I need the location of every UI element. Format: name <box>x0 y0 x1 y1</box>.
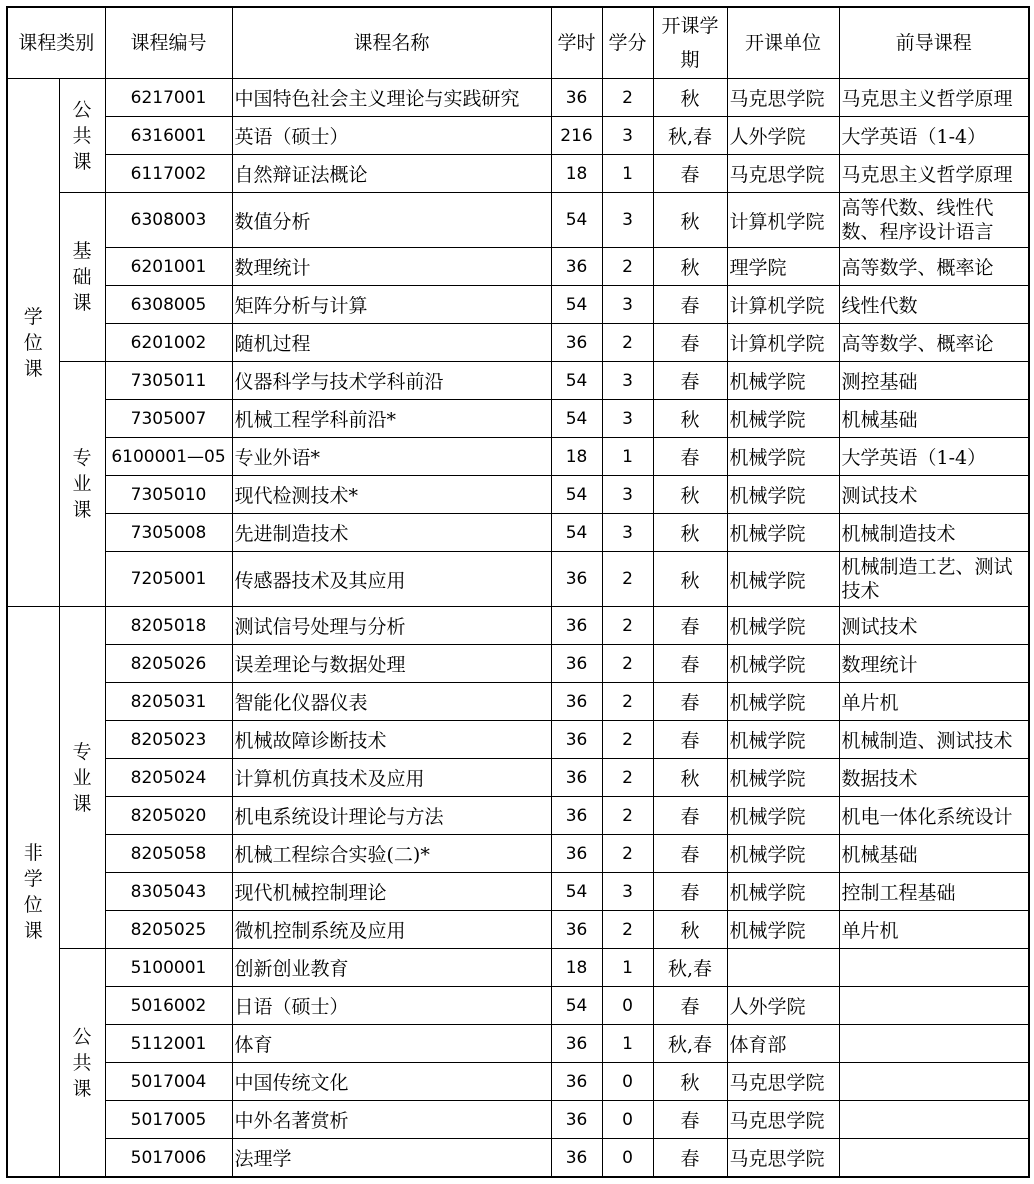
course-code: 6217001 <box>105 79 232 117</box>
course-code: 8205025 <box>105 911 232 949</box>
course-name: 现代机械控制理论 <box>232 873 551 911</box>
course-credits: 2 <box>602 835 653 873</box>
course-term: 秋 <box>653 514 727 552</box>
course-code: 8205020 <box>105 797 232 835</box>
category-group-nondegree <box>7 607 59 1178</box>
course-prereq <box>839 987 1029 1025</box>
course-credits: 2 <box>602 248 653 286</box>
table-row <box>7 438 1029 476</box>
course-name: 体育 <box>232 1025 551 1063</box>
course-name: 英语（硕士） <box>232 117 551 155</box>
course-code: 8205031 <box>105 683 232 721</box>
course-term: 秋 <box>653 759 727 797</box>
course-credits: 3 <box>602 514 653 552</box>
course-term: 秋 <box>653 79 727 117</box>
course-prereq: 测控基础 <box>839 362 1029 400</box>
course-term: 春 <box>653 286 727 324</box>
course-dept: 机械学院 <box>727 645 839 683</box>
course-term: 春 <box>653 1139 727 1178</box>
table-row <box>7 835 1029 873</box>
course-prereq: 机械基础 <box>839 835 1029 873</box>
course-credits: 2 <box>602 721 653 759</box>
course-hours: 54 <box>551 987 602 1025</box>
course-hours: 36 <box>551 324 602 362</box>
course-hours: 36 <box>551 79 602 117</box>
course-prereq <box>839 1139 1029 1178</box>
subcategory-label: 专业课 <box>72 447 92 521</box>
course-credits: 3 <box>602 193 653 248</box>
course-prereq: 测试技术 <box>839 607 1029 645</box>
course-dept: 机械学院 <box>727 759 839 797</box>
table-header <box>7 7 1029 79</box>
table-row <box>7 117 1029 155</box>
course-prereq <box>839 1025 1029 1063</box>
course-term: 秋 <box>653 400 727 438</box>
course-term: 秋 <box>653 552 727 607</box>
course-code: 6100001—05 <box>105 438 232 476</box>
course-hours: 36 <box>551 1063 602 1101</box>
table-row <box>7 286 1029 324</box>
course-credits: 1 <box>602 155 653 193</box>
course-code: 5100001 <box>105 949 232 987</box>
course-credits: 2 <box>602 79 653 117</box>
course-term: 春 <box>653 987 727 1025</box>
course-hours: 54 <box>551 286 602 324</box>
course-code: 6308003 <box>105 193 232 248</box>
course-dept: 机械学院 <box>727 514 839 552</box>
table-row <box>7 911 1029 949</box>
course-prereq <box>839 1063 1029 1101</box>
course-prereq: 单片机 <box>839 911 1029 949</box>
course-dept: 计算机学院 <box>727 286 839 324</box>
course-code: 8205023 <box>105 721 232 759</box>
course-hours: 36 <box>551 911 602 949</box>
course-credits: 2 <box>602 911 653 949</box>
course-credits: 3 <box>602 400 653 438</box>
course-hours: 36 <box>551 797 602 835</box>
course-prereq: 测试技术 <box>839 476 1029 514</box>
header-name: 课程名称 <box>232 7 551 79</box>
course-term: 秋 <box>653 248 727 286</box>
course-term: 春 <box>653 683 727 721</box>
course-term: 秋,春 <box>653 117 727 155</box>
course-dept: 马克思学院 <box>727 1101 839 1139</box>
course-dept: 机械学院 <box>727 400 839 438</box>
course-term: 春 <box>653 155 727 193</box>
subcategory-label: 专业课 <box>72 740 92 815</box>
table-row <box>7 155 1029 193</box>
course-credits: 3 <box>602 286 653 324</box>
course-dept: 马克思学院 <box>727 155 839 193</box>
course-name: 现代检测技术* <box>232 476 551 514</box>
course-code: 6316001 <box>105 117 232 155</box>
subcategory-group-public1 <box>59 79 105 193</box>
course-hours: 18 <box>551 949 602 987</box>
course-credits: 3 <box>602 476 653 514</box>
course-prereq <box>839 1101 1029 1139</box>
table-row <box>7 645 1029 683</box>
course-hours: 36 <box>551 1101 602 1139</box>
course-term: 秋 <box>653 1063 727 1101</box>
course-name: 专业外语* <box>232 438 551 476</box>
course-dept: 计算机学院 <box>727 193 839 248</box>
course-name: 先进制造技术 <box>232 514 551 552</box>
course-credits: 0 <box>602 987 653 1025</box>
table-row <box>7 1139 1029 1178</box>
table-body <box>7 79 1029 1178</box>
course-dept: 机械学院 <box>727 911 839 949</box>
course-term: 秋 <box>653 476 727 514</box>
course-code: 8205058 <box>105 835 232 873</box>
course-term: 秋,春 <box>653 1025 727 1063</box>
course-credits: 0 <box>602 1063 653 1101</box>
category-label: 非学位课 <box>23 841 43 942</box>
course-code: 8205018 <box>105 607 232 645</box>
course-credits: 0 <box>602 1139 653 1178</box>
course-name: 计算机仿真技术及应用 <box>232 759 551 797</box>
course-prereq: 控制工程基础 <box>839 873 1029 911</box>
subcategory-group-major1 <box>59 362 105 607</box>
course-term: 春 <box>653 873 727 911</box>
course-name: 测试信号处理与分析 <box>232 607 551 645</box>
course-dept: 理学院 <box>727 248 839 286</box>
course-prereq: 机电一体化系统设计 <box>839 797 1029 835</box>
course-credits: 1 <box>602 1025 653 1063</box>
course-credits: 1 <box>602 949 653 987</box>
course-hours: 36 <box>551 835 602 873</box>
course-dept: 机械学院 <box>727 476 839 514</box>
table-row <box>7 607 1029 645</box>
course-prereq: 单片机 <box>839 683 1029 721</box>
course-hours: 36 <box>551 552 602 607</box>
course-name: 机械工程综合实验(二)* <box>232 835 551 873</box>
course-dept: 马克思学院 <box>727 1139 839 1178</box>
table-row <box>7 759 1029 797</box>
course-credits: 1 <box>602 438 653 476</box>
course-dept: 机械学院 <box>727 607 839 645</box>
course-hours: 18 <box>551 438 602 476</box>
course-hours: 216 <box>551 117 602 155</box>
course-dept: 体育部 <box>727 1025 839 1063</box>
subcategory-label: 公共课 <box>72 98 92 173</box>
table-row <box>7 79 1029 117</box>
table-row <box>7 721 1029 759</box>
course-prereq: 数理统计 <box>839 645 1029 683</box>
subcategory-group-public2 <box>59 949 105 1178</box>
course-credits: 2 <box>602 797 653 835</box>
course-dept: 机械学院 <box>727 552 839 607</box>
course-name: 仪器科学与技术学科前沿 <box>232 362 551 400</box>
course-name: 矩阵分析与计算 <box>232 286 551 324</box>
course-code: 5017005 <box>105 1101 232 1139</box>
course-prereq: 马克思主义哲学原理 <box>839 155 1029 193</box>
course-name: 中国特色社会主义理论与实践研究 <box>232 79 551 117</box>
course-hours: 54 <box>551 514 602 552</box>
course-hours: 18 <box>551 155 602 193</box>
course-name: 微机控制系统及应用 <box>232 911 551 949</box>
course-code: 5016002 <box>105 987 232 1025</box>
course-credits: 2 <box>602 759 653 797</box>
course-prereq: 马克思主义哲学原理 <box>839 79 1029 117</box>
course-prereq: 高等数学、概率论 <box>839 248 1029 286</box>
course-prereq <box>839 949 1029 987</box>
course-dept: 机械学院 <box>727 721 839 759</box>
table-row <box>7 248 1029 286</box>
course-credits: 2 <box>602 645 653 683</box>
course-code: 5017006 <box>105 1139 232 1178</box>
course-table <box>6 6 1030 1178</box>
course-dept: 机械学院 <box>727 835 839 873</box>
course-term: 春 <box>653 721 727 759</box>
course-name: 机械故障诊断技术 <box>232 721 551 759</box>
course-dept: 机械学院 <box>727 797 839 835</box>
subcategory-label: 基础课 <box>72 240 92 314</box>
course-credits: 2 <box>602 683 653 721</box>
table-row <box>7 476 1029 514</box>
course-code: 6308005 <box>105 286 232 324</box>
header-dept: 开课单位 <box>727 7 839 79</box>
course-name: 传感器技术及其应用 <box>232 552 551 607</box>
course-code: 8305043 <box>105 873 232 911</box>
header-category: 课程类别 <box>7 7 105 79</box>
course-dept: 马克思学院 <box>727 79 839 117</box>
course-hours: 36 <box>551 683 602 721</box>
course-prereq: 线性代数 <box>839 286 1029 324</box>
course-code: 6117002 <box>105 155 232 193</box>
course-hours: 36 <box>551 1025 602 1063</box>
course-credits: 2 <box>602 552 653 607</box>
course-term: 春 <box>653 438 727 476</box>
course-name: 数值分析 <box>232 193 551 248</box>
table-row <box>7 683 1029 721</box>
course-prereq: 机械制造工艺、测试技术 <box>839 552 1029 607</box>
course-dept: 人外学院 <box>727 987 839 1025</box>
table-row <box>7 797 1029 835</box>
header-code: 课程编号 <box>105 7 232 79</box>
course-dept: 人外学院 <box>727 117 839 155</box>
course-code: 7305007 <box>105 400 232 438</box>
table-row <box>7 193 1029 248</box>
course-name: 随机过程 <box>232 324 551 362</box>
course-name: 自然辩证法概论 <box>232 155 551 193</box>
course-prereq: 机械制造技术 <box>839 514 1029 552</box>
course-name: 法理学 <box>232 1139 551 1178</box>
course-name: 数理统计 <box>232 248 551 286</box>
table-row <box>7 873 1029 911</box>
course-name: 误差理论与数据处理 <box>232 645 551 683</box>
course-credits: 0 <box>602 1101 653 1139</box>
course-code: 6201001 <box>105 248 232 286</box>
course-hours: 36 <box>551 248 602 286</box>
table-row <box>7 1025 1029 1063</box>
course-term: 秋 <box>653 911 727 949</box>
course-name: 日语（硕士） <box>232 987 551 1025</box>
course-hours: 36 <box>551 759 602 797</box>
subcategory-group-basic <box>59 193 105 362</box>
course-term: 秋,春 <box>653 949 727 987</box>
course-dept <box>727 949 839 987</box>
course-term: 春 <box>653 1101 727 1139</box>
course-name: 中国传统文化 <box>232 1063 551 1101</box>
course-prereq: 大学英语（1-4） <box>839 117 1029 155</box>
course-code: 7305008 <box>105 514 232 552</box>
course-credits: 2 <box>602 607 653 645</box>
course-term: 春 <box>653 324 727 362</box>
header-prereq: 前导课程 <box>839 7 1029 79</box>
course-credits: 2 <box>602 324 653 362</box>
course-hours: 54 <box>551 362 602 400</box>
table-row <box>7 1101 1029 1139</box>
course-term: 春 <box>653 835 727 873</box>
course-dept: 机械学院 <box>727 362 839 400</box>
course-name: 机电系统设计理论与方法 <box>232 797 551 835</box>
course-code: 8205026 <box>105 645 232 683</box>
course-prereq: 数据技术 <box>839 759 1029 797</box>
course-prereq: 高等代数、线性代数、程序设计语言 <box>839 193 1029 248</box>
category-label: 学位课 <box>23 305 43 380</box>
course-dept: 机械学院 <box>727 873 839 911</box>
course-name: 机械工程学科前沿* <box>232 400 551 438</box>
table-row <box>7 514 1029 552</box>
header-term: 开课学期 <box>653 7 727 79</box>
course-hours: 36 <box>551 645 602 683</box>
table-row <box>7 400 1029 438</box>
course-credits: 3 <box>602 873 653 911</box>
course-code: 7305010 <box>105 476 232 514</box>
header-hours: 学时 <box>551 7 602 79</box>
course-prereq: 高等数学、概率论 <box>839 324 1029 362</box>
table-row <box>7 987 1029 1025</box>
course-term: 春 <box>653 362 727 400</box>
subcategory-group-major2 <box>59 607 105 949</box>
course-prereq: 机械基础 <box>839 400 1029 438</box>
course-code: 7205001 <box>105 552 232 607</box>
course-hours: 54 <box>551 476 602 514</box>
course-dept: 机械学院 <box>727 438 839 476</box>
course-term: 春 <box>653 645 727 683</box>
course-dept: 机械学院 <box>727 683 839 721</box>
category-group-degree <box>7 79 59 607</box>
course-hours: 54 <box>551 400 602 438</box>
course-dept: 计算机学院 <box>727 324 839 362</box>
table-row <box>7 1063 1029 1101</box>
table-row <box>7 362 1029 400</box>
course-name: 创新创业教育 <box>232 949 551 987</box>
course-code: 7305011 <box>105 362 232 400</box>
course-prereq: 机械制造、测试技术 <box>839 721 1029 759</box>
course-code: 6201002 <box>105 324 232 362</box>
course-dept: 马克思学院 <box>727 1063 839 1101</box>
subcategory-label: 公共课 <box>72 1025 92 1100</box>
course-hours: 54 <box>551 193 602 248</box>
course-credits: 3 <box>602 117 653 155</box>
table-row <box>7 324 1029 362</box>
course-hours: 36 <box>551 607 602 645</box>
course-code: 5017004 <box>105 1063 232 1101</box>
course-name: 中外名著赏析 <box>232 1101 551 1139</box>
table-row <box>7 949 1029 987</box>
course-name: 智能化仪器仪表 <box>232 683 551 721</box>
header-credits: 学分 <box>602 7 653 79</box>
course-code: 8205024 <box>105 759 232 797</box>
course-term: 秋 <box>653 193 727 248</box>
course-credits: 3 <box>602 362 653 400</box>
course-term: 春 <box>653 797 727 835</box>
course-hours: 54 <box>551 873 602 911</box>
course-hours: 36 <box>551 721 602 759</box>
course-prereq: 大学英语（1-4） <box>839 438 1029 476</box>
course-term: 春 <box>653 607 727 645</box>
course-hours: 36 <box>551 1139 602 1178</box>
course-code: 5112001 <box>105 1025 232 1063</box>
table-row <box>7 552 1029 607</box>
